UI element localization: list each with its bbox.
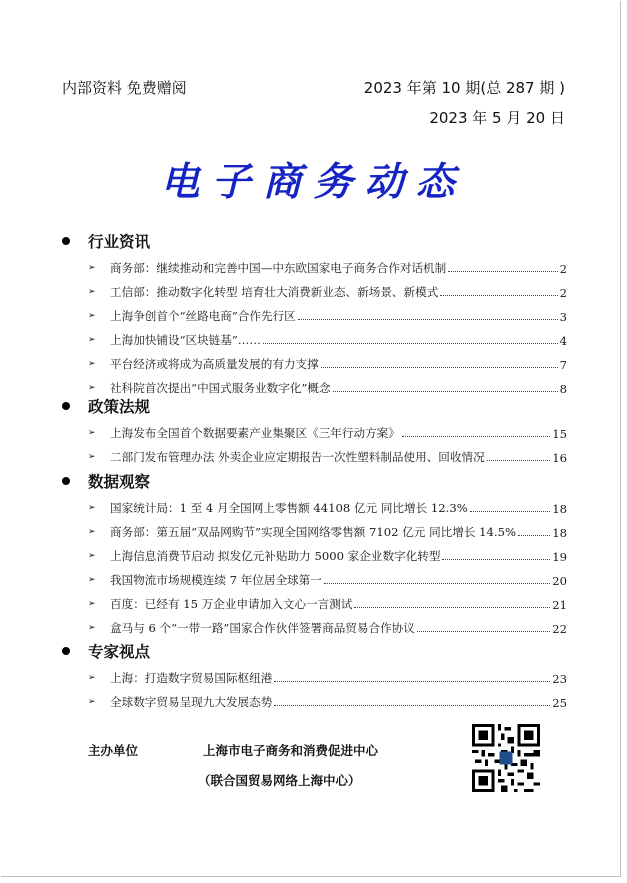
toc-entry-title: 全球数字贸易呈现九大发展态势 [110,695,273,709]
arrow-right-icon: ➢ [88,428,96,438]
toc-entry-title: 上海信息消费节启动 拟发亿元补贴助力 5000 家企业数字化转型 [110,549,441,563]
toc-entry[interactable] [88,668,567,686]
leader-dots [321,367,558,368]
distribution-note: 内部资料 免费赠阅 [62,79,187,97]
toc-page-number: 23 [552,672,567,686]
toc-entry[interactable] [88,258,567,276]
arrow-right-icon: ➢ [88,383,96,393]
toc-page-number: 20 [552,574,567,588]
bullet-dot-icon [62,237,70,245]
toc-entry[interactable] [88,522,567,540]
toc-page-number: 18 [552,502,567,516]
leader-dots [298,319,558,320]
section-title: 数据观察 [88,473,151,491]
toc-page-number: 8 [559,382,567,396]
arrow-right-icon: ➢ [88,503,96,513]
arrow-right-icon: ➢ [88,311,96,321]
leader-dots [417,631,550,632]
toc-entry[interactable] [88,570,567,588]
toc-page-number: 2 [559,286,567,300]
leader-dots [263,343,558,344]
toc-entry[interactable] [88,354,567,372]
toc-entry-title: 国家统计局：1 至 4 月全国网上零售额 44108 亿元 同比增长 12.3% [110,501,468,515]
arrow-right-icon: ➢ [88,335,96,345]
toc-entry-title: 上海发布全国首个数据要素产业集聚区《三年行动方案》 [110,426,400,440]
toc-page-number: 19 [552,550,567,564]
toc-entry-title: 社科院首次提出“中国式服务业数字化”概念 [110,381,331,395]
toc-entry[interactable] [88,282,567,300]
leader-dots [518,535,550,536]
publication-title: 电子商务动态 [160,159,467,205]
leader-dots [402,436,550,437]
toc-page-number: 7 [559,358,567,372]
toc-entry[interactable] [88,330,567,348]
section-title: 政策法规 [88,398,151,416]
toc-entry-title: 商务部：继续推动和完善中国—中东欧国家电子商务合作对话机制 [110,261,447,275]
toc-entry-title: 盒马与 6 个“一带一路”国家合作伙伴签署商品贸易合作协议 [110,621,415,635]
toc-page-number: 16 [552,451,567,465]
leader-dots [274,681,550,682]
toc-entry[interactable] [88,423,567,441]
qr-code-icon [472,724,540,792]
toc-entry-title: 上海争创首个“丝路电商”合作先行区 [110,309,296,323]
toc-page-number: 15 [552,427,567,441]
leader-dots [440,295,557,296]
arrow-right-icon: ➢ [88,527,96,537]
arrow-right-icon: ➢ [88,599,96,609]
section-heading [62,230,150,252]
section-heading [62,470,150,492]
issue-date: 2023 年 5 月 20 日 [429,109,565,127]
leader-dots [470,511,551,512]
toc-page-number: 4 [559,334,567,348]
toc-entry[interactable] [88,594,567,612]
sponsor-org: 上海市电子商务和消费促进中心 [203,743,379,758]
sponsor-label: 主办单位 [88,743,139,758]
toc-entry[interactable] [88,447,567,465]
toc-page-number: 25 [552,696,567,710]
toc-entry[interactable] [88,498,567,516]
arrow-right-icon: ➢ [88,287,96,297]
arrow-right-icon: ➢ [88,452,96,462]
leader-dots [333,391,558,392]
bullet-dot-icon [62,647,70,655]
toc-entry[interactable] [88,546,567,564]
section-title: 行业资讯 [88,233,151,251]
toc-entry[interactable] [88,692,567,710]
toc-page-number: 18 [552,526,567,540]
sponsor-sub: （联合国贸易网络上海中心） [198,773,361,788]
toc-entry[interactable] [88,618,567,636]
toc-entry-title: 我国物流市场规模连续 7 年位居全球第一 [110,573,322,587]
arrow-right-icon: ➢ [88,623,96,633]
toc-entry-title: 二部门发布管理办法 外卖企业应定期报告一次性塑料制品使用、回收情况 [110,450,485,464]
leader-dots [324,583,550,584]
toc-entry[interactable] [88,378,567,396]
section-heading [62,395,150,417]
arrow-right-icon: ➢ [88,359,96,369]
toc-entry-title: 工信部：推动数字化转型 培育壮大消费新业态、新场景、新模式 [110,285,439,299]
bullet-dot-icon [62,477,70,485]
toc-page-number: 22 [552,622,567,636]
arrow-right-icon: ➢ [88,697,96,707]
toc-entry-title: 百度：已经有 15 万企业申请加入文心一言测试 [110,597,353,611]
arrow-right-icon: ➢ [88,263,96,273]
leader-dots [487,460,551,461]
toc-page-number: 2 [559,262,567,276]
section-heading [62,640,150,662]
arrow-right-icon: ➢ [88,575,96,585]
toc-entry[interactable] [88,306,567,324]
arrow-right-icon: ➢ [88,551,96,561]
toc-entry-title: 上海：打造数字贸易国际枢纽港 [110,671,273,685]
bullet-dot-icon [62,402,70,410]
leader-dots [354,607,550,608]
toc-entry-title: 平台经济或将成为高质量发展的有力支撑 [110,357,319,371]
leader-dots [442,559,550,560]
toc-entry-title: 商务部：第五届“双品网购节”实现全国网络零售额 7102 亿元 同比增长 14.5% [110,525,516,539]
arrow-right-icon: ➢ [88,673,96,683]
toc-page-number: 21 [552,598,567,612]
issue-number: 2023 年第 10 期(总 287 期 ) [363,79,565,97]
toc-entry-title: 上海加快铺设“区块链基”…… [110,333,261,347]
section-title: 专家视点 [88,643,151,661]
toc-page-number: 3 [559,310,567,324]
leader-dots [448,271,557,272]
leader-dots [274,705,550,706]
